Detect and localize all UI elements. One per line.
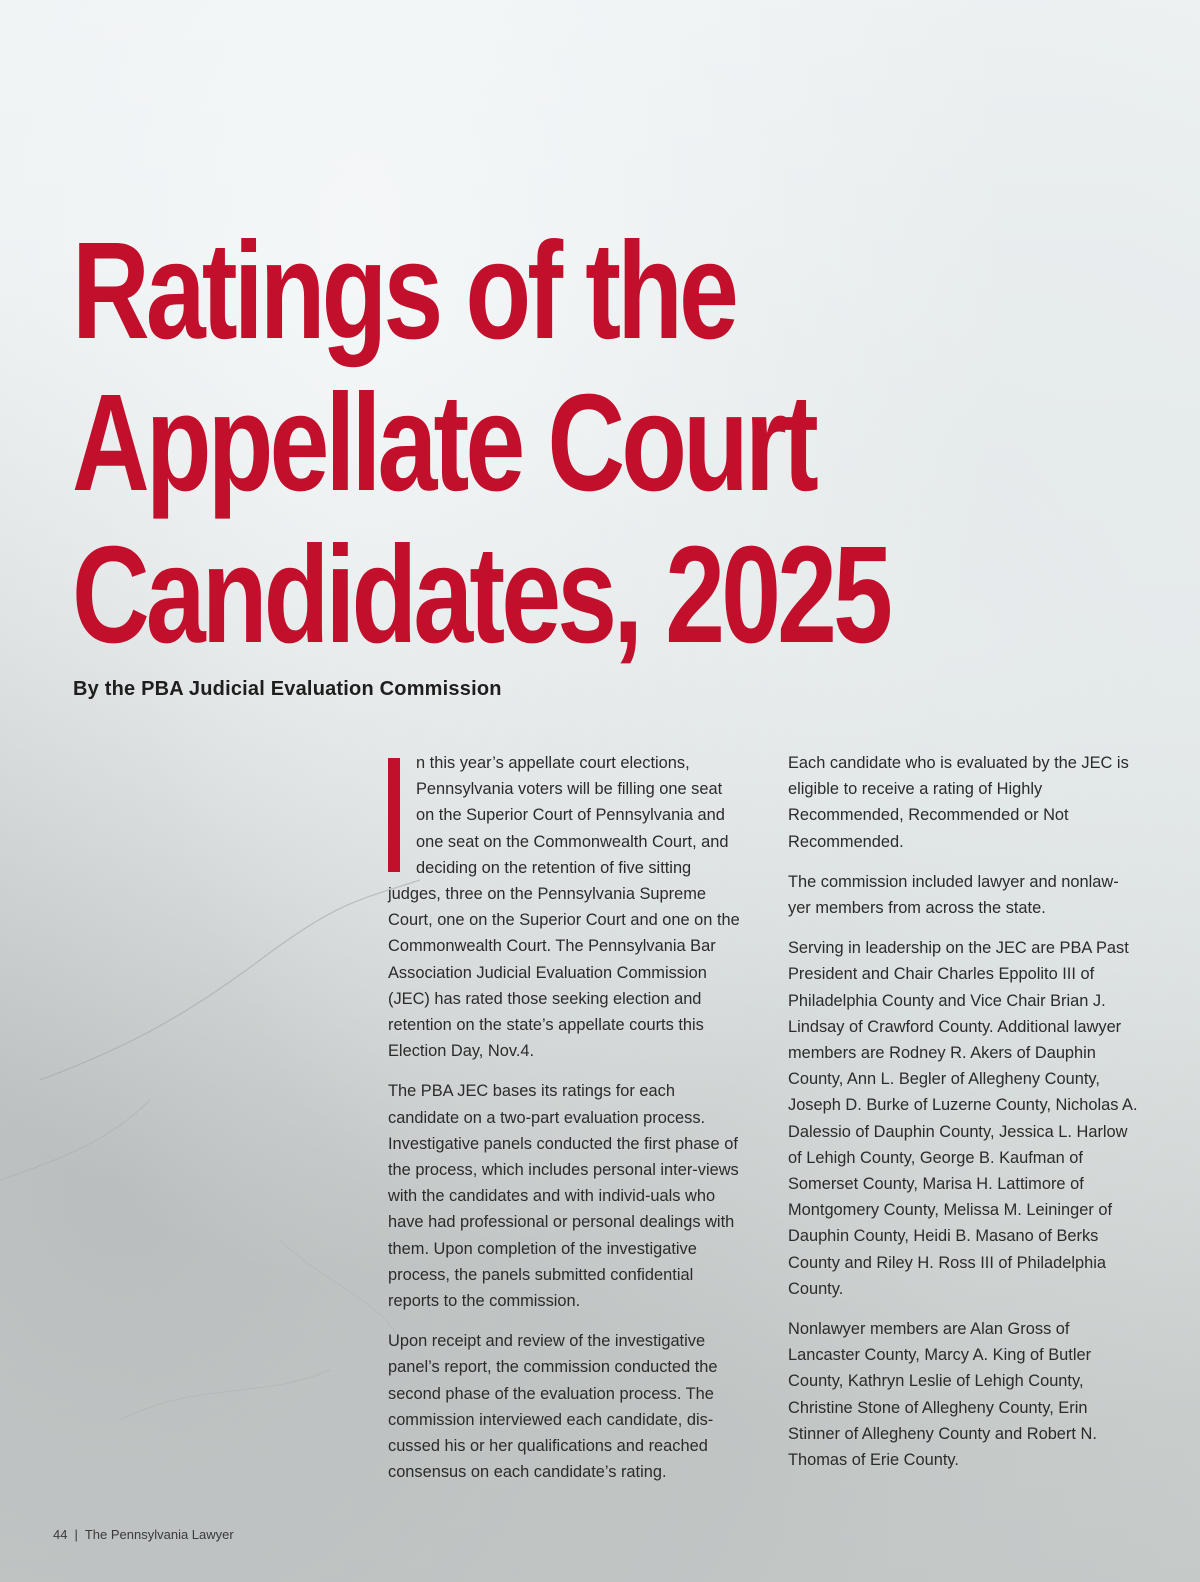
article-title [72,214,890,672]
paragraph: The commission included lawyer and nonlaw-yer members from across the state. [788,872,1119,918]
title-line-3: Candidates, 2025 [72,518,890,672]
byline: By the PBA Judicial Evaluation Commission [73,678,502,700]
paragraph-text: n this year’s appellate court elections, Pennsylvania voters will be filling one seat on the Superior Court of Pennsylvania and one seat on the Commonwealth Court, and deciding on the retention of five sitting judges, three on the Pennsylvania Supreme Court, one on the Superior Court and one on the Commonwealth Court. The Pennsylvania Bar Association Judicial Evaluation Commission (JEC) has rated those seeking election and retention on the state’s appellate courts this Election Day, Nov.4. [388,754,740,1061]
publication-name: The Pennsylvania Lawyer [84,1527,234,1542]
paragraph: Each candidate who is evaluated by the JEC is eligible to receive a rating of Highly Recommended, Recommended or Not Recommended. [788,754,1129,851]
paragraph [388,750,740,1064]
title-line-2: Appellate Court [72,366,815,520]
page-number: 44 [53,1527,68,1542]
title-line-1: Ratings of the [72,214,735,368]
article-column-1 [388,750,740,1499]
footer-separator: | [74,1527,78,1542]
dropcap-letter [388,758,400,872]
paragraph: Upon receipt and review of the investigative panel’s report, the commission conducted the second phase of the evaluation process. The commission interviewed each candidate, dis-cussed his or her qualifications and reached consensus on each candidate’s rating. [388,1332,718,1482]
paragraph: The PBA JEC bases its ratings for each candidate on a two-part evaluation process. Investigative panels conducted the first phase of the process, which includes personal inter-views with the candidates and with individ-uals who have had professional or personal dealings with them. Upon completion of the investigative process, the panels submitted confidential reports to the commission. [388,1082,739,1311]
article-column-2 [788,750,1140,1487]
paragraph: Serving in leadership on the JEC are PBA Past President and Chair Charles Eppolito III of Philadelphia County and Vice Chair Brian J. Lindsay of Crawford County. Additional lawyer members are Rodney R. Akers of Dauphin County, Ann L. Begler of Allegheny County, Joseph D. Burke of Luzerne County, Nicholas A. Dalessio of Dauphin County, Jessica L. Harlow of Lehigh County, George B. Kaufman of Somerset County, Marisa H. Lattimore of Montgomery County, Melissa M. Leininger of Dauphin County, Heidi B. Masano of Berks County and Riley H. Ross III of Philadelphia County. [788,939,1138,1298]
page-footer [53,1527,234,1542]
paragraph: Nonlawyer members are Alan Gross of Lancaster County, Marcy A. King of Butler County, Kathryn Leslie of Lehigh County, Christine Stone of Allegheny County, Erin Stinner of Allegheny County and Robert N. Thomas of Erie County. [788,1320,1097,1470]
